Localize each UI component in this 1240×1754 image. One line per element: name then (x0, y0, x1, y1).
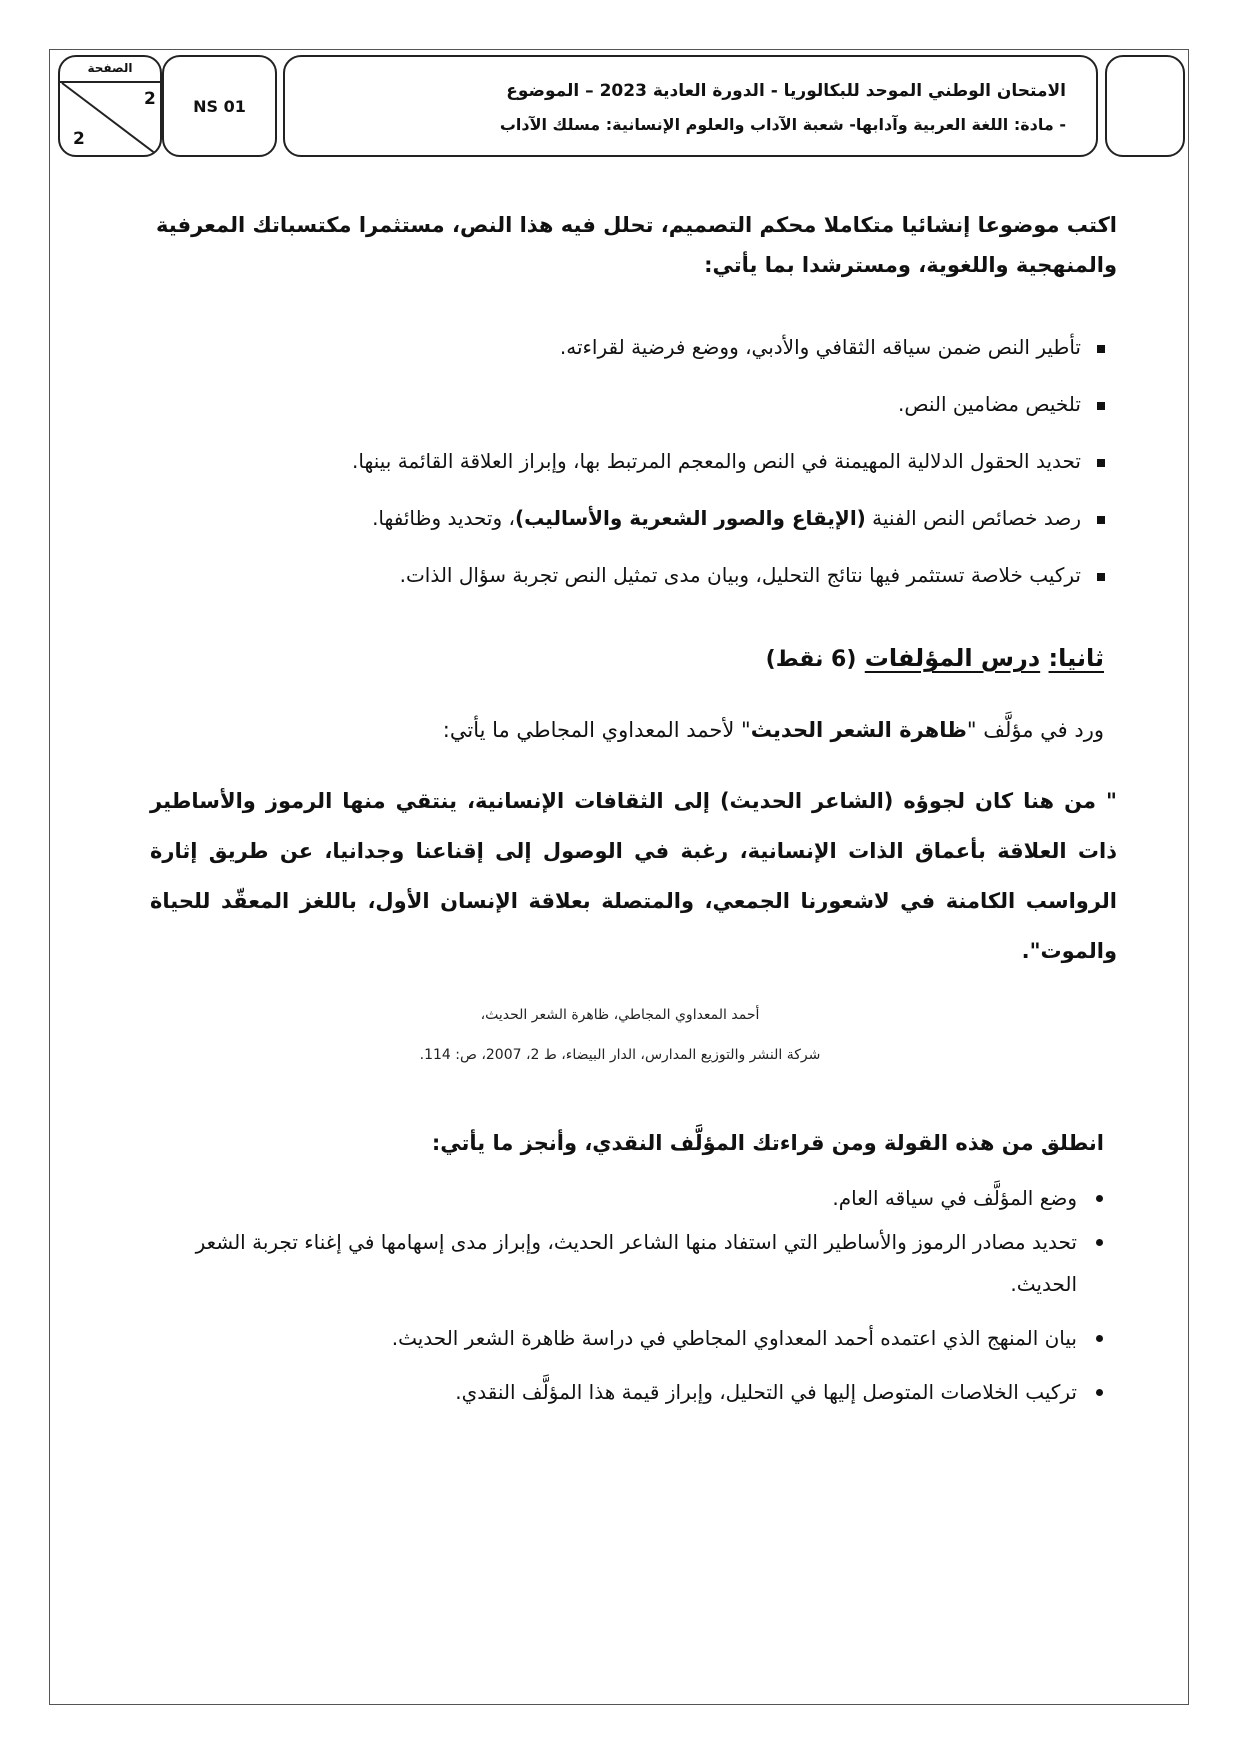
citation-author: أحمد المعداوي المجاطي، ظاهرة الشعر الحديث، (480, 1007, 760, 1023)
quote-intro: ورد في مؤلَّف "ظاهرة الشعر الحديث" لأحمد المعداوي المجاطي ما يأتي: (442, 718, 1104, 742)
square-bullet-icon (1097, 402, 1105, 410)
square-bullet-icon (1097, 345, 1105, 353)
citation-publisher: شركة النشر والتوزيع المدارس، الدار البيضاء، ط 2، 2007، ص: 114. (419, 1047, 821, 1063)
list-item: رصد خصائص النص الفنية (الإيقاع والصور الشعرية والأساليب)، وتحديد وظائفها. (120, 501, 1105, 558)
page-total: 2 (73, 129, 85, 149)
dot-bullet-icon (1096, 1335, 1103, 1342)
dot-bullet-icon (1096, 1239, 1103, 1246)
exam-subject: - مادة: اللغة العربية وآدابها- شعبة الآداب والعلوم الإنسانية: مسلك الآداب (499, 115, 1066, 134)
section2-task-list (140, 1177, 1103, 1425)
list-item: تركيب خلاصة تستثمر فيها نتائج التحليل، وبيان مدى تمثيل النص تجربة سؤال الذات. (120, 558, 1105, 615)
section1-criteria-list (120, 330, 1105, 615)
header-blank-box (1105, 55, 1185, 157)
book-quote: " من هنا كان لجوؤه (الشاعر الحديث) إلى الثقافات الإنسانية، ينتقي منها الرموز والأساطير ذات العلاقة بأعماق الذات الإنسانية، رغبة في الوصول إلى إقناعنا وجدانيا، عن طريق إثارة الرواسب الكامنة في لاشعورنا الجمعي، والمتصلة بعلاقة الإنسان الأول، باللغز المعقّد للحياة والموت". (150, 789, 1117, 963)
section2-task-intro: انطلق من هذه القولة ومن قراءتك المؤلَّف النقدي، وأنجز ما يأتي: (431, 1131, 1104, 1155)
list-item: بيان المنهج الذي اعتمده أحمد المعداوي المجاطي في دراسة ظاهرة الشعر الحديث. (140, 1317, 1103, 1359)
list-item: تلخيص مضامين النص. (120, 387, 1105, 444)
section1-instructions: اكتب موضوعا إنشائيا متكاملا محكم التصميم، تحلل فيه هذا النص، مستثمرا مكتسباتك المعرفية والمنهجية واللغوية، ومسترشدا بما يأتي: (156, 213, 1117, 277)
page-label: الصفحة (60, 57, 160, 83)
square-bullet-icon (1097, 459, 1105, 467)
square-bullet-icon (1097, 573, 1105, 581)
page-current: 2 (144, 89, 156, 109)
header-code-box (162, 55, 277, 157)
list-item: تحديد مصادر الرموز والأساطير التي استفاد منها الشاعر الحديث، وإبراز مدى إسهامها في إغناء تجربة الشعر الحديث. (140, 1221, 1103, 1305)
exam-title: الامتحان الوطني الموحد للبكالوريا - الدورة العادية 2023 – الموضوع (506, 81, 1066, 101)
dot-bullet-icon (1096, 1389, 1103, 1396)
dot-bullet-icon (1096, 1195, 1103, 1202)
list-item: تركيب الخلاصات المتوصل إليها في التحليل، وإبراز قيمة هذا المؤلَّف النقدي. (140, 1371, 1103, 1413)
list-item: تحديد الحقول الدلالية المهيمنة في النص والمعجم المرتبط بها، وإبراز العلاقة القائمة بينها. (120, 444, 1105, 501)
list-item: تأطير النص ضمن سياقه الثقافي والأدبي، ووضع فرضية لقراءته. (120, 330, 1105, 387)
list-item: وضع المؤلَّف في سياقه العام. (140, 1177, 1103, 1219)
square-bullet-icon (1097, 516, 1105, 524)
exam-code: NS 01 (193, 97, 246, 116)
header-title-box (283, 55, 1098, 157)
section2-heading: ثانيا: درس المؤلفات (6 نقط) (765, 644, 1104, 672)
page-number-box (58, 55, 162, 157)
